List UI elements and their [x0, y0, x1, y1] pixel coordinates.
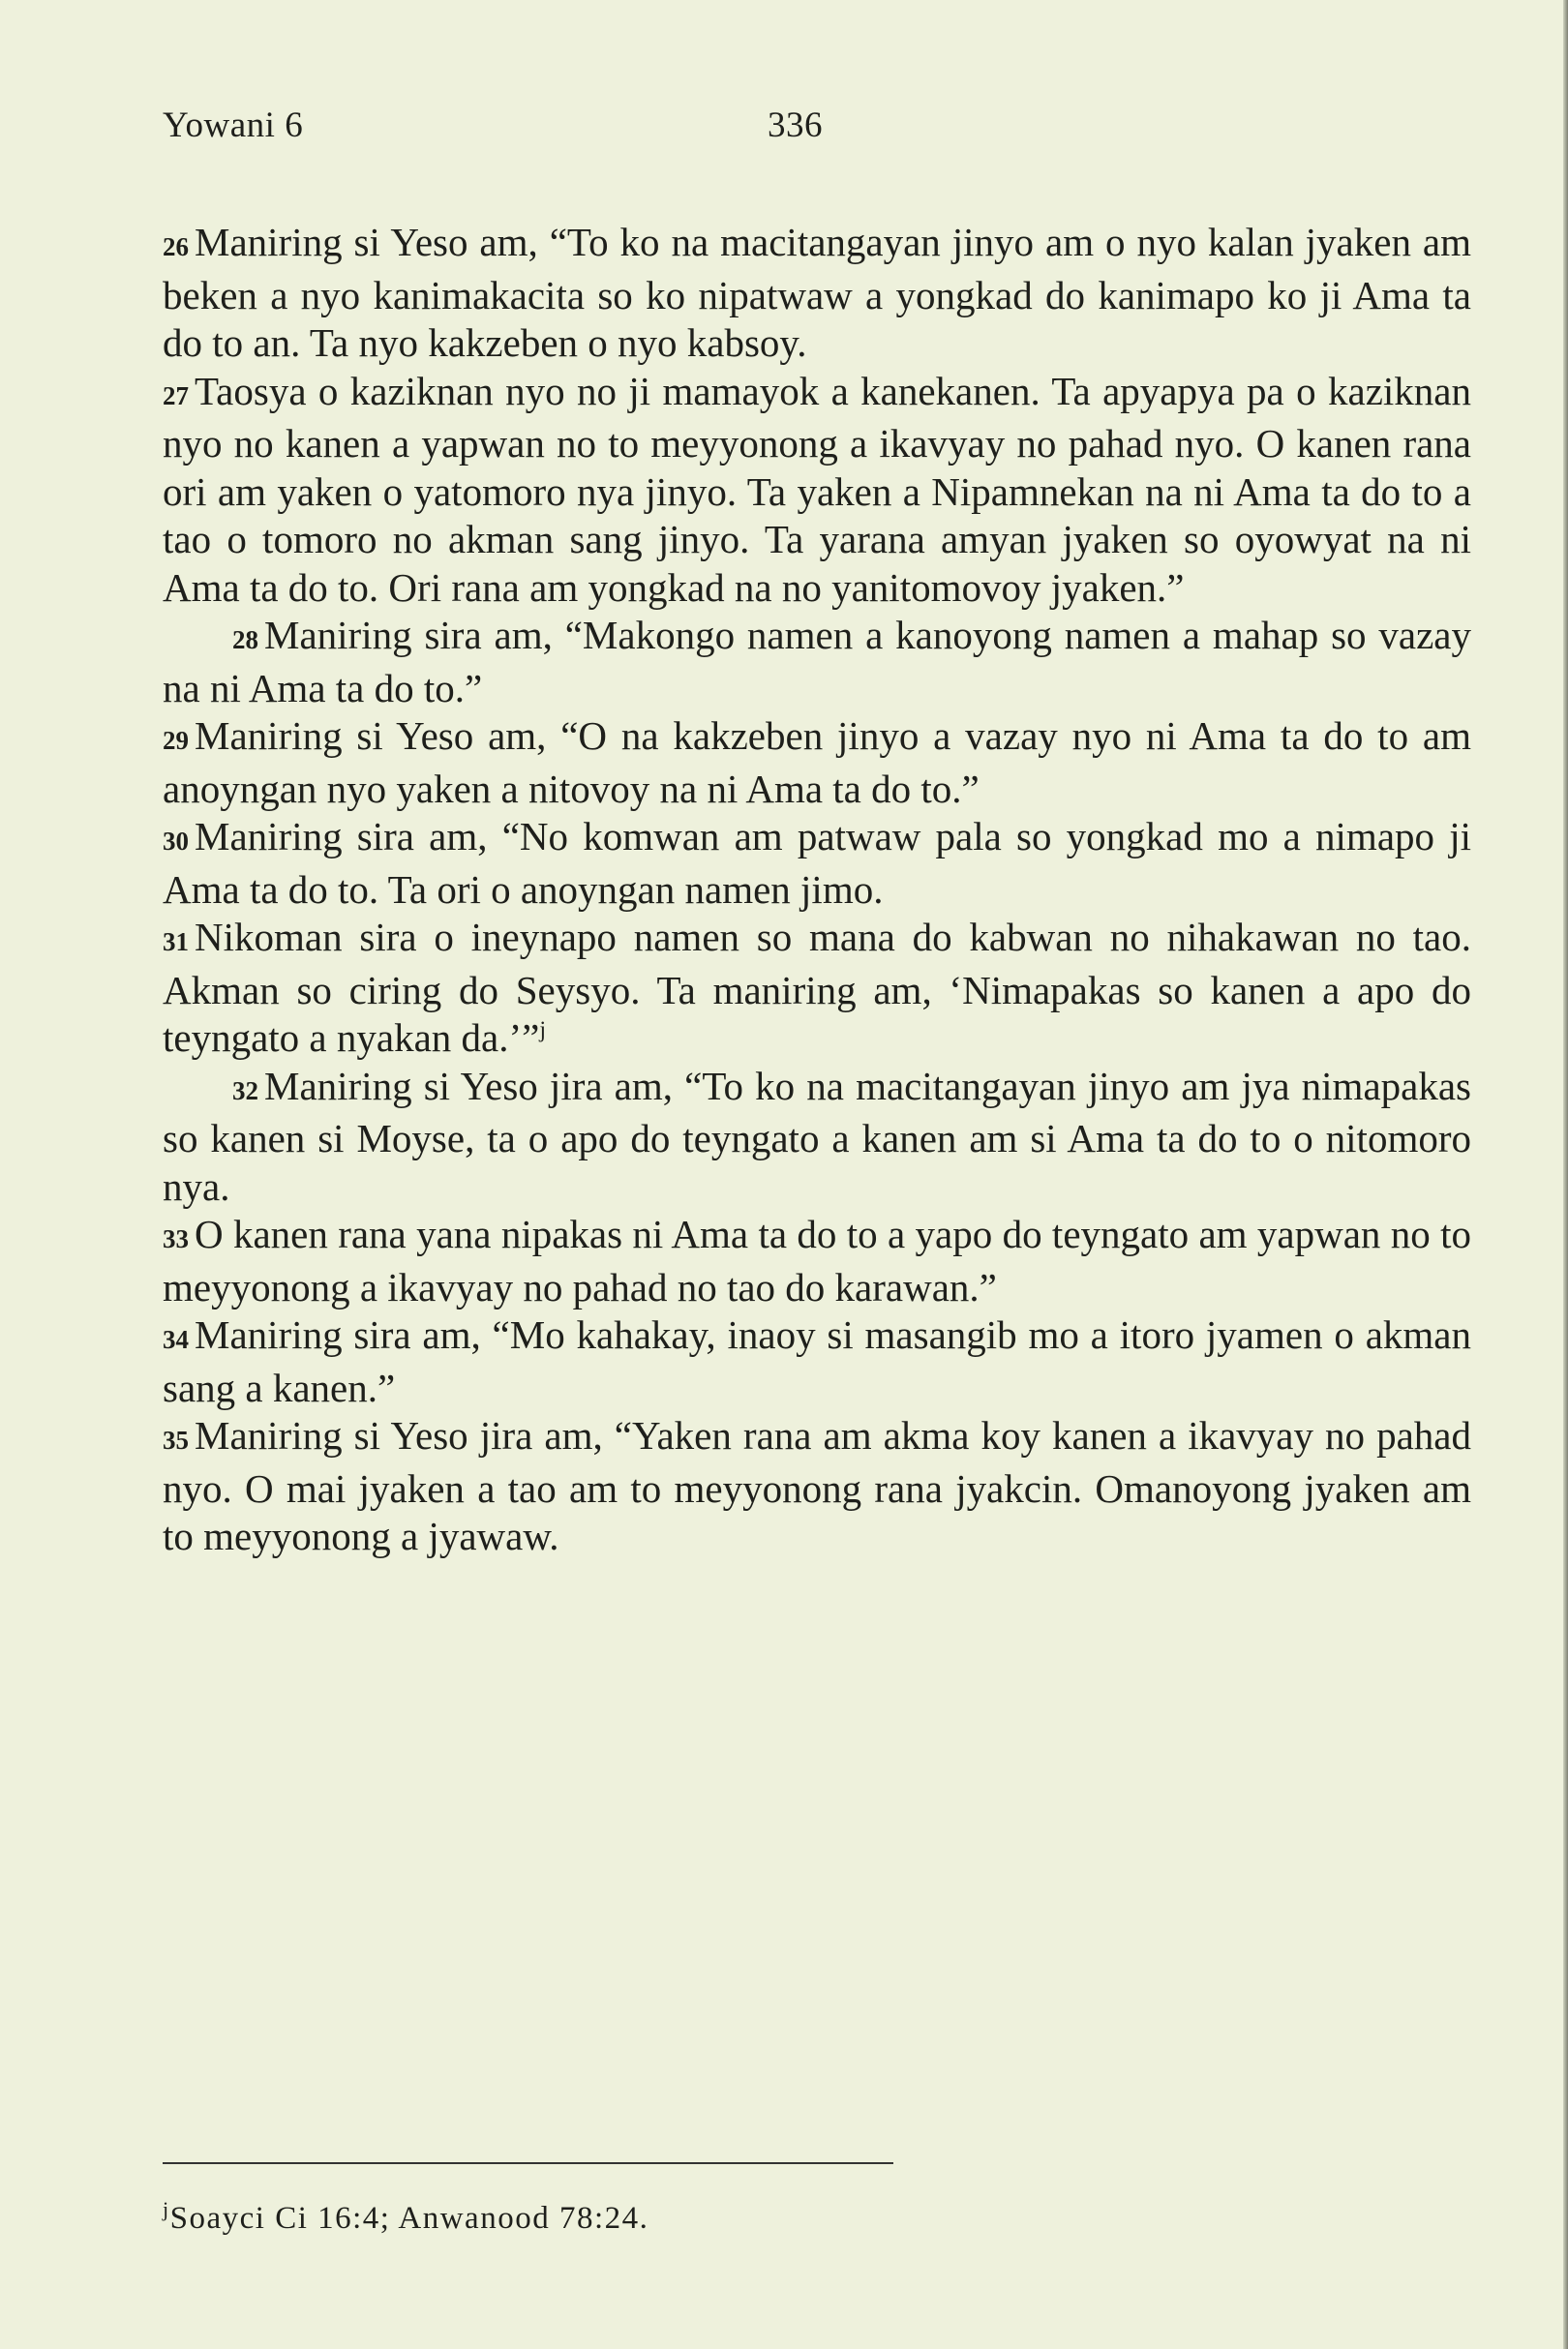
footnote-label: j	[163, 2197, 170, 2221]
running-title: Yowani 6	[163, 105, 304, 145]
verse-28	[163, 612, 1471, 712]
verse-text: Maniring sira am, “Makongo namen a kanoyong namen a mahap so vazay na ni Ama ta do to.”	[163, 613, 1471, 710]
footnote-marker: j	[539, 1017, 546, 1043]
verse-text: Maniring si Yeso jira am, “Yaken rana am akma koy kanen a ikavyay no pahad nyo. O mai jyaken a tao am to meyyonong rana jyakcin. Omanoyong jyaken am to meyyonong a jyawaw.	[163, 1413, 1471, 1558]
verse-number: 28	[232, 625, 258, 654]
verse-text: Nikoman sira o ineynapo namen so mana do kabwan no nihakawan no tao. Akman so ciring do Seysyo. Ta maniring am, ‘Nimapakas so kanen a apo do teyngato a nyakan da.’”	[163, 915, 1471, 1060]
verse-30	[163, 813, 1471, 914]
verse-number: 32	[232, 1075, 258, 1105]
verse-32	[163, 1063, 1471, 1212]
footnote-text: Soayci Ci 16:4; Anwanood 78:24.	[169, 2201, 649, 2236]
verse-35	[163, 1412, 1471, 1561]
verse-text: Maniring si Yeso jira am, “To ko na macitangayan jinyo am jya nimapakas so kanen si Moyse, ta o apo do teyngato a kanen am si Ama ta do to o nitomoro nya.	[163, 1063, 1471, 1209]
body-text	[163, 219, 1471, 1561]
verse-26	[163, 219, 1471, 368]
verse-text: Maniring si Yeso am, “To ko na macitangayan jinyo am o nyo kalan jyaken am beken a nyo kanimakacita so ko nipatwaw a yongkad do kanimapo ko ji Ama ta do to an. Ta nyo kakzeben o nyo kabsoy.	[163, 220, 1471, 365]
verse-33	[163, 1211, 1471, 1311]
verse-number: 29	[163, 726, 189, 755]
verse-29	[163, 712, 1471, 813]
verse-number: 33	[163, 1224, 189, 1253]
verse-number: 26	[163, 232, 189, 261]
verse-number: 27	[163, 380, 189, 410]
footnote	[163, 2197, 648, 2237]
page-header	[163, 105, 1469, 163]
page-number: 336	[768, 105, 823, 145]
verse-34	[163, 1311, 1471, 1412]
verse-text: O kanen rana yana nipakas ni Ama ta do to a yapo do teyngato am yapwan no to meyyonong a ikavyay no pahad no tao do karawan.”	[163, 1212, 1471, 1310]
footnote-divider	[163, 2162, 893, 2164]
verse-text: Maniring sira am, “No komwan am patwaw pala so yongkad mo a nimapo ji Ama ta do to. Ta ori o anoyngan namen jimo.	[163, 814, 1471, 912]
verse-number: 30	[163, 827, 189, 856]
page-edge	[1563, 0, 1568, 2349]
verse-27	[163, 368, 1471, 613]
verse-text: Maniring sira am, “Mo kahakay, inaoy si masangib mo a itoro jyamen o akman sang a kanen.”	[163, 1312, 1471, 1410]
verse-number: 35	[163, 1426, 189, 1455]
verse-text: Taosya o kaziknan nyo no ji mamayok a kanekanen. Ta apyapya pa o kaziknan nyo no kanen a yapwan no to meyyonong a ikavyay no pahad nyo. O kanen rana ori am yaken o yatomoro nya jinyo. Ta yaken a Nipamnekan na ni Ama ta do to a tao o tomoro no akman sang jinyo. Ta yarana amyan jyaken so oyowyat na ni Ama ta do to. Ori rana am yongkad na no yanitomovoy jyaken.”	[163, 368, 1471, 610]
verse-text: Maniring si Yeso am, “O na kakzeben jinyo a vazay nyo ni Ama ta do to am anoyngan nyo yaken a nitovoy na ni Ama ta do to.”	[163, 713, 1471, 811]
verse-31	[163, 914, 1471, 1063]
verse-number: 31	[163, 927, 189, 956]
verse-number: 34	[163, 1325, 189, 1354]
